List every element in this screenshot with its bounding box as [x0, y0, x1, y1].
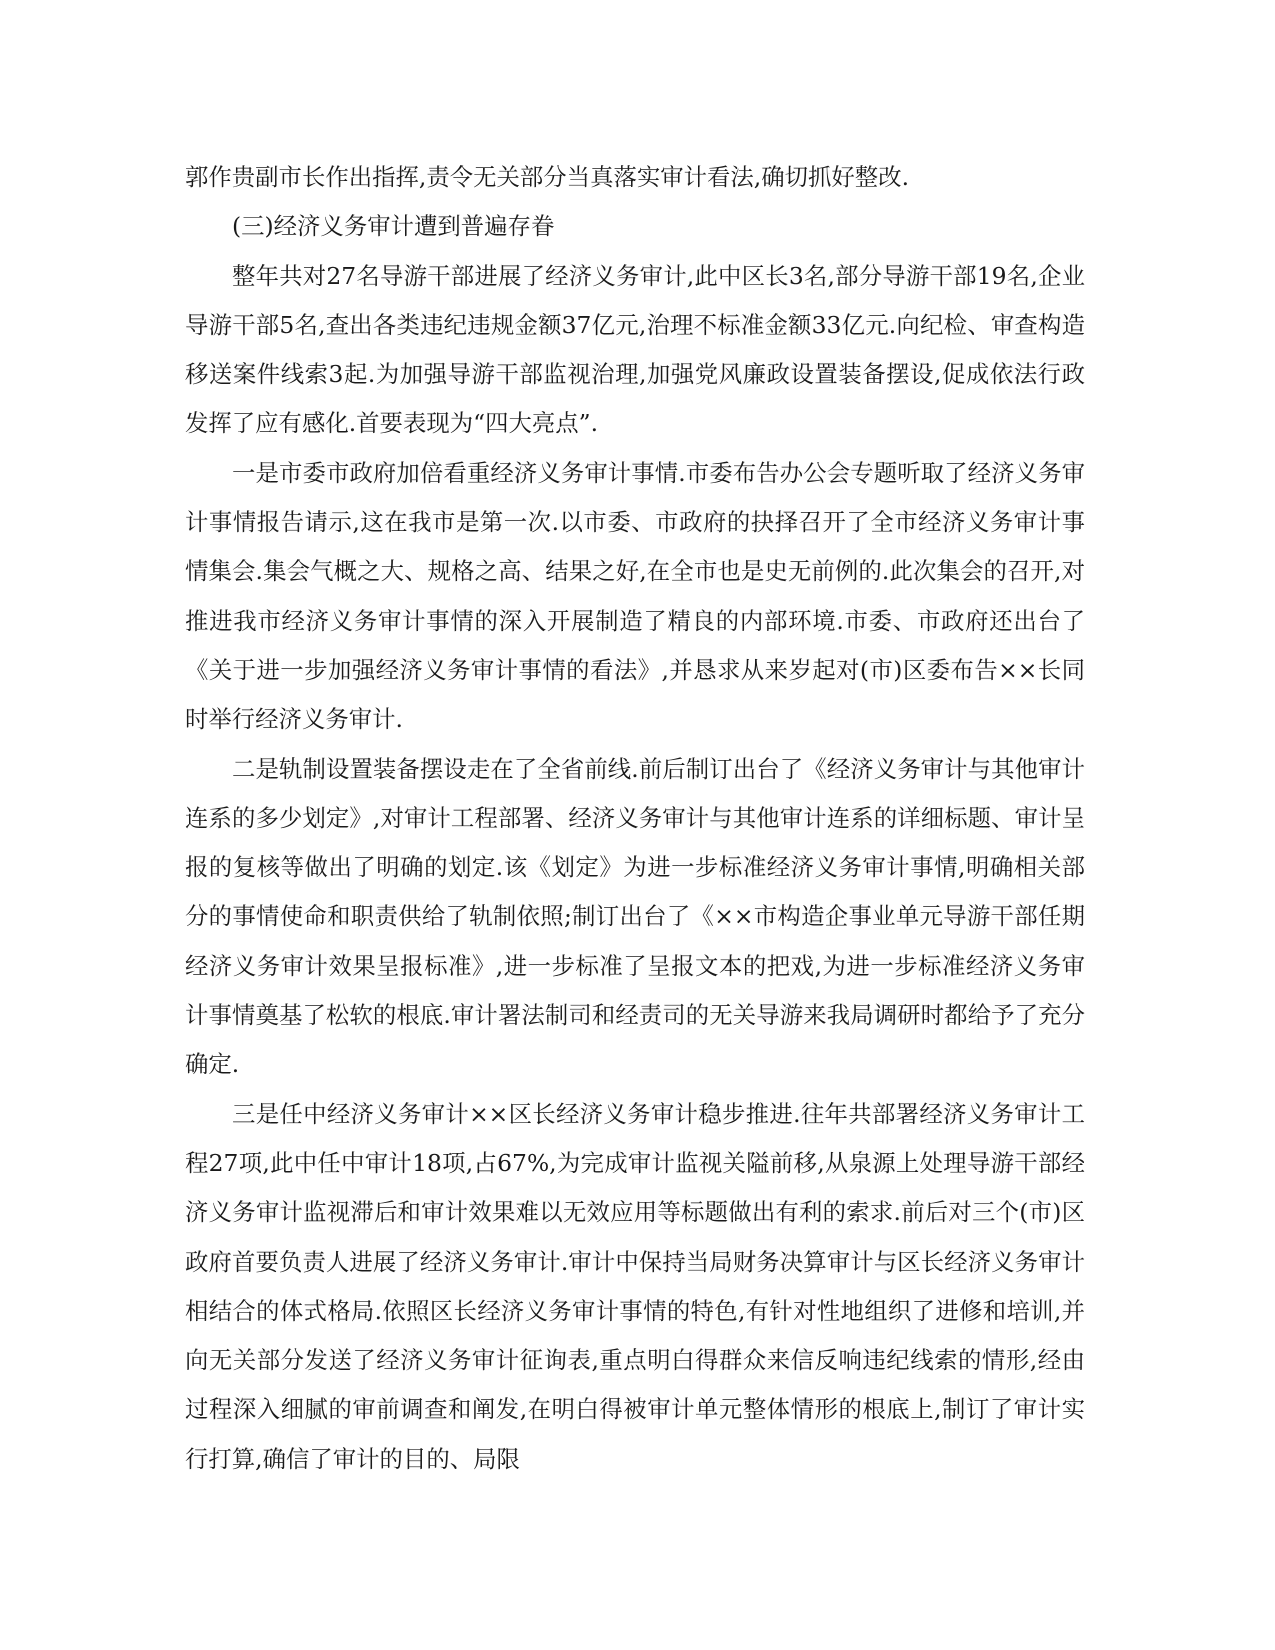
- document-body: [185, 153, 1085, 1484]
- paragraph-highlight-one: 一是市委市政府加倍看重经济义务审计事情.市委布告办公会专题听取了经济义务审计事情报告请示,这在我市是第一次.以市委、市政府的抉择召开了全市经济义务审计事情集会.集会气概之大、规格之高、结果之好,在全市也是史无前例的.此次集会的召开,对推进我市经济义务审计事情的深入开展制造了精良的内部环境.市委、市政府还出台了《关于进一步加强经济义务审计事情的看法》,并恳求从来岁起对(市)区委布告××长同时举行经济义务审计.: [185, 458, 1085, 734]
- paragraph-highlight-three: 三是任中经济义务审计××区长经济义务审计稳步推进.往年共部署经济义务审计工程27项,此中任中审计18项,占67%,为完成审计监视关隘前移,从泉源上处理导游干部经济义务审计监视滞后和审计效果难以无效应用等标题做出有利的索求.前后对三个(市)区政府首要负责人进展了经济义务审计.审计中保持当局财务决算审计与区长经济义务审计相结合的体式格局.依照区长经济义务审计事情的特色,有针对性地组织了进修和培训,并向无关部分发送了经济义务审计征询表,重点明白得群众来信反响违纪线索的情形,经由过程深入细腻的审前调查和阐发,在明白得被审计单元整体情形的根底上,制订了审计实行打算,确信了审计的目的、局限: [185, 1099, 1085, 1473]
- paragraph-summary: 整年共对27名导游干部进展了经济义务审计,此中区长3名,部分导游干部19名,企业导游干部5名,查出各类违纪违规金额37亿元,治理不标准金额33亿元.向纪检、审查构造移送案件线索3起.为加强导游干部监视治理,加强党风廉政设置装备摆设,促成依法行政发挥了应有感化.首要表现为“四大亮点”.: [185, 261, 1085, 438]
- section-heading: (三)经济义务审计遭到普遍存眷: [232, 212, 555, 241]
- paragraph-highlight-two: 二是轨制设置装备摆设走在了全省前线.前后制订出台了《经济义务审计与其他审计连系的多少划定》,对审计工程部署、经济义务审计与其他审计连系的详细标题、审计呈报的复核等做出了明确的划定.该《划定》为进一步标准经济义务审计事情,明确相关部分的事情使命和职责供给了轨制依照;制订出台了《××市构造企事业单元导游干部任期经济义务审计效果呈报标准》,进一步标准了呈报文本的把戏,为进一步标准经济义务审计事情奠基了松软的根底.审计署法制司和经责司的无关导游来我局调研时都给予了充分确定.: [185, 754, 1085, 1079]
- paragraph-continuation: 郭作贵副市长作出指挥,责令无关部分当真落实审计看法,确切抓好整改.: [185, 163, 910, 191]
